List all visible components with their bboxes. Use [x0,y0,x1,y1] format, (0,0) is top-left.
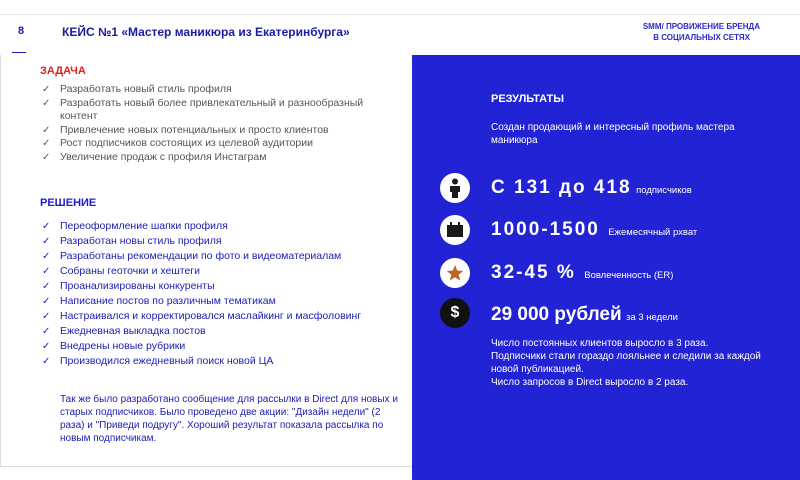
metric-value: С 131 до 418 [491,177,632,198]
list-item: ✓ Написание постов по различным тематикам [42,295,276,307]
list-item: ✓ Собраны геоточки и хештеги [42,265,200,277]
metric-value: 1000-1500 [491,219,600,240]
results-note: Число запросов в Direct выросло в 2 раза. [491,377,689,388]
check-icon: ✓ [42,296,51,307]
check-icon: ✓ [42,236,51,247]
results-notes [491,337,786,389]
check-icon: ✓ [42,221,51,232]
results-note: Число постоянных клиентов выросло в 3 раза. [491,338,709,349]
metric-reach [491,219,697,241]
task-title: ЗАДАЧА [40,65,86,77]
solution-title: РЕШЕНИЕ [40,197,97,209]
list-item: ✓ Разработан новы стиль профиля [42,235,222,247]
check-icon: ✓ [42,97,51,109]
metric-revenue [491,304,678,326]
slide-number: 8 [18,25,25,37]
list-item: ✓ Разработаны рекомендации по фото и видеоматериалам [42,250,342,262]
metric-label: Ежемесячный рхват [608,227,698,238]
results-title: РЕЗУЛЬТАТЫ [491,93,564,105]
calendar-icon [440,215,470,245]
task-list [40,83,400,164]
list-item: ✓ Привлечение новых потенциальных и просто клиентов [42,123,329,136]
results-note: Подписчики стали гораздо лояльнее и следили за каждой новой публикацией. [491,351,761,375]
header-tag-line1: SMM/ ПРОВИЖЕНИЕ БРЕНДА [642,22,760,31]
check-icon: ✓ [42,84,51,95]
list-item: ✓ Проанализированы конкуренты [42,280,215,292]
slide-number-underline [12,52,26,53]
metric-label: подписчиков [636,185,692,196]
person-icon [440,173,470,203]
list-item: ✓ Увеличение продаж с профиля Инстаграм [42,150,267,163]
check-icon: ✓ [42,266,51,277]
list-item: ✓ Разработать новый стиль профиля [42,83,232,95]
check-icon: ✓ [42,311,51,322]
list-item: ✓ Рост подписчиков состоящих из целевой аудитории [42,137,313,149]
note-paragraph: Так же было разработано сообщение для рассылки в Direct для новых и старых подписчиков. Было проведено две акции: "Дизайн недели" (2 раза) и "Приведи подругу". Хороший результат показала рассылка по новым подписчикам. [60,394,398,444]
check-icon: ✓ [42,356,51,367]
check-icon: ✓ [42,138,51,149]
check-icon: ✓ [42,151,51,163]
list-item: ✓ Настраивался и корректировался маслайкинг и масфоловинг [42,310,362,322]
check-icon: ✓ [42,341,51,352]
check-icon: ✓ [42,281,51,292]
check-icon: ✓ [42,326,51,337]
list-item: ✓ Разработать новый более привлекательный и разнообразный контент [42,96,364,122]
metric-value: 32-45 % [491,262,576,283]
check-icon: ✓ [42,124,51,136]
header-tag-line2: В СОЦИАЛЬНЫХ СЕТЯХ [653,33,750,42]
metric-value: 29 000 рублей [491,304,622,325]
solution-list [40,219,400,369]
dollar-icon: $ [440,298,470,328]
list-item: ✓ Ежедневная выкладка постов [42,325,206,337]
metric-label: за 3 недели [626,312,678,323]
metric-engagement [491,262,673,284]
header-tag [560,21,760,43]
check-icon: ✓ [42,251,51,262]
list-item: ✓ Производился ежедневный поиск новой ЦА [42,355,274,367]
bottom-border [0,466,412,467]
results-summary: Создан продающий и интересный профиль мастера маникюра [491,122,735,146]
star-icon [440,258,470,288]
metric-followers [491,177,692,199]
list-item: ✓ Переоформление шапки профиля [42,220,228,232]
left-border [0,55,1,467]
list-item: ✓ Внедрены новые рубрики [42,340,186,352]
case-title: КЕЙС №1 «Мастер маникюра из Екатеринбурга» [62,25,350,39]
metric-label: Вовлеченность (ER) [584,270,674,281]
